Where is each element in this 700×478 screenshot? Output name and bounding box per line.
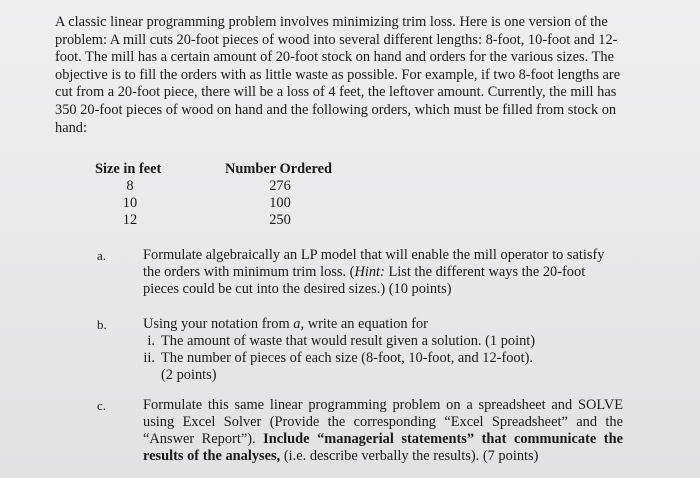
size-cell: 8 — [126, 178, 134, 194]
question-b-intro-part1: Using your notation from — [143, 316, 294, 332]
size-cell: 12 — [122, 212, 138, 228]
question-a-part1: Formulate algebraically an LP model that will enable the mill operator to satisfy the orders with minimum trim loss. ( — [143, 247, 605, 280]
question-c-label: c. — [97, 398, 107, 413]
question-b-intro-part2: , write an equation for — [300, 316, 428, 332]
sub-ii-points: (2 points) — [161, 367, 217, 383]
size-header: Size in feet — [95, 161, 162, 177]
intro-paragraph: A classic linear programming problem involves minimizing trim loss. Here is one version of the problem: A mill cuts 20-foot pieces of wood into several different lengths: 8-foot, 10-foot and 12-foot. The mill has a certain amount of 20-foot stock on hand and orders for the various sizes. The objective is to fill the orders with as little waste as possible. For example, if two 8-foot lengths are cut from a 20-foot piece, there will be a loss of 4 feet, the leftover amount. Currently, the mill has 350 20-foot pieces of wood on hand and the following orders, which must be filled from stock on hand: — [55, 14, 621, 136]
question-b-label: b. — [97, 317, 107, 332]
number-cell: 250 — [269, 212, 291, 228]
question-b-sub-ii — [143, 350, 623, 367]
size-column — [95, 161, 165, 229]
question-b-text — [143, 316, 623, 384]
question-b-intro-var: a — [293, 316, 301, 332]
question-c-text — [143, 397, 623, 465]
size-cell: 10 — [122, 195, 138, 211]
question-b-intro — [143, 316, 623, 333]
number-cell: 100 — [269, 195, 291, 211]
question-c-part1: Formulate this same linear programming problem on a spreadsheet and SOLVE using Excel Solver (Provide the corresponding “Excel Spreadsheet” and the “Answer Report”). — [143, 397, 623, 447]
question-a-label: a. — [97, 248, 107, 263]
question-a-text — [143, 247, 623, 298]
sub-i-text: The amount of waste that would result given a solution. (1 point) — [161, 333, 536, 349]
question-b-sub-i — [143, 333, 623, 350]
sub-ii-number: ii. — [143, 350, 155, 366]
question-c-bold: Include “managerial statements” that communicate the results of the analyses, — [143, 431, 623, 464]
number-header: Number Ordered — [225, 161, 332, 177]
question-a-part2: List the different ways the 20-foot pieces could be cut into the desired sizes.) (10 points) — [143, 264, 586, 297]
number-column — [225, 161, 335, 229]
sub-ii-text: The number of pieces of each size (8-foot, 10-foot, and 12-foot). — [161, 350, 534, 366]
sub-i-number: i. — [147, 333, 155, 349]
number-cell: 276 — [269, 178, 291, 194]
question-c-part2: (i.e. describe verbally the results). (7 points) — [280, 448, 539, 464]
hint-label: Hint: — [354, 264, 385, 280]
